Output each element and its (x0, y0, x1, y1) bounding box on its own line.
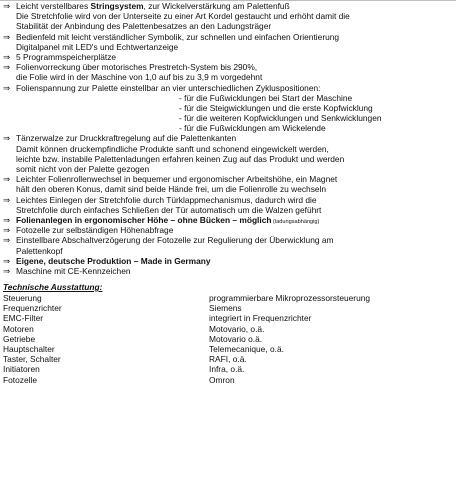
spec-value: RAFI, o.ä. (209, 354, 247, 365)
feature-continuation: Damit können druckempfindliche Produkte sanft und schonend eingewickelt werden, (16, 143, 329, 154)
feature-note: (ladungsabhängig) (271, 218, 320, 225)
feature-text: Leichtes Einlegen der Stretchfolie durch Türklappmechanismus, dadurch wird die (16, 194, 317, 205)
spec-label: Getriebe (3, 333, 36, 344)
feature-item (3, 1, 453, 32)
feature-subitem: - für die Fußwicklungen bei Start der Maschine (179, 92, 353, 103)
feature-text: Bedienfeld mit leicht verständlicher Symbolik, zur schnellen und einfachen Orientierung (16, 31, 340, 42)
feature-text: Eigene, deutsche Produktion – Made in Germany (16, 255, 211, 266)
feature-line (3, 225, 453, 235)
spec-label: Fotozelle (3, 374, 37, 385)
spec-value: Telemecanique, o.ä. (209, 344, 284, 354)
feature-item (3, 32, 453, 52)
feature-continuation: Palettenkopf (16, 245, 63, 256)
feature-continuation: die Folie wird in der Maschine von 1,0 auf bis zu 3,9 m vorgedehnt (16, 72, 263, 83)
feature-line (3, 195, 453, 205)
feature-item (3, 52, 453, 62)
arrow-bullet-icon: ⇒ (3, 82, 11, 93)
feature-item (3, 215, 453, 225)
spec-row (3, 375, 453, 385)
spec-row (3, 303, 453, 313)
feature-continuation: Digitalpanel mit LED's und Echtwertanzeige (16, 41, 179, 52)
arrow-bullet-icon: ⇒ (3, 194, 11, 205)
spec-value: Infra, o.ä. (209, 364, 245, 375)
feature-item (3, 83, 453, 134)
feature-item (3, 235, 453, 255)
feature-continuation: leichte bzw. instabile Palettenladungen erfahren keinen Zug auf das Produkt und werden (16, 153, 345, 164)
spec-row (3, 344, 453, 354)
feature-item (3, 174, 453, 194)
spec-label: Initiatoren (3, 364, 40, 375)
spec-label: Taster, Schalter (3, 354, 61, 365)
feature-line (3, 133, 453, 143)
feature-text: Fotozelle zur selbständigen Höhenabfrage (16, 225, 174, 236)
arrow-bullet-icon: ⇒ (3, 31, 11, 42)
feature-line (3, 256, 453, 266)
feature-continuation: Stretchfolie durch einfaches Schließen der Tür automatisch um die Walzen geführt (16, 204, 322, 215)
spec-row (3, 334, 453, 344)
feature-line (3, 1, 453, 11)
feature-text: Tänzerwalze zur Druckkraftregelung auf die Palettenkanten (16, 133, 237, 144)
spec-label: Hauptschalter (3, 344, 55, 354)
tech-table (3, 293, 453, 385)
arrow-bullet-icon: ⇒ (3, 51, 11, 62)
arrow-bullet-icon: ⇒ (3, 62, 11, 73)
spec-sheet (3, 1, 453, 385)
feature-continuation: hält den oberen Konus, damit sind beide Hände frei, um die Folienrolle zu wechseln (16, 184, 327, 195)
arrow-bullet-icon: ⇒ (3, 1, 11, 11)
spec-value: Motovario, o.ä. (209, 323, 265, 334)
feature-subitem: - für die weiteren Kopfwicklungen und Senkwicklungen (179, 113, 382, 124)
arrow-bullet-icon: ⇒ (3, 174, 11, 185)
arrow-bullet-icon: ⇒ (3, 214, 11, 225)
spec-row (3, 364, 453, 374)
feature-item (3, 133, 453, 174)
arrow-bullet-icon: ⇒ (3, 265, 11, 276)
spec-value: programmierbare Mikroprozessorsteuerung (209, 293, 371, 304)
feature-line (3, 83, 453, 93)
feature-text: Folienanlegen in ergonomischer Höhe – ohne Bücken – möglich (16, 214, 272, 225)
arrow-bullet-icon: ⇒ (3, 255, 11, 266)
feature-line (3, 235, 453, 245)
spec-row (3, 313, 453, 323)
feature-continuation: Stabilität der Anbindung des Palettenbesatzes an den Ladungsträger (16, 21, 272, 32)
feature-text: Stringsystem (90, 1, 144, 11)
spec-row (3, 293, 453, 303)
spec-value: Siemens (209, 303, 242, 314)
feature-line (3, 52, 453, 62)
spec-label: Steuerung (3, 293, 42, 304)
feature-text: Maschine mit CE-Kennzeichen (16, 265, 131, 276)
feature-text: Leichter Folienrollenwechsel in bequemer und ergonomischer Arbeitshöhe, ein Magnet (16, 174, 338, 185)
spec-value: Motovario o.ä. (209, 333, 263, 344)
arrow-bullet-icon: ⇒ (3, 225, 11, 236)
feature-item (3, 62, 453, 82)
feature-item (3, 195, 453, 215)
feature-text: 5 Programmspeicherplätze (16, 51, 117, 62)
feature-line (3, 32, 453, 42)
arrow-bullet-icon: ⇒ (3, 235, 11, 246)
feature-line (3, 266, 453, 276)
spec-label: Motoren (3, 323, 34, 334)
feature-text: , zur Wickelverstärkung am Palettenfuß (143, 1, 290, 11)
feature-continuation: Die Stretchfolie wird von der Unterseite zu einer Art Kordel gestaucht und erhöht damit die (16, 11, 350, 22)
spec-row (3, 354, 453, 364)
spec-label: Frequenzrichter (3, 303, 62, 314)
spec-row (3, 324, 453, 334)
arrow-bullet-icon: ⇒ (3, 133, 11, 144)
feature-text: Einstellbare Abschaltverzögerung der Fotozelle zur Regulierung der Überwicklung am (16, 235, 334, 246)
feature-subitem: - für die Steigwicklungen und die erste Kopfwicklung (179, 102, 373, 113)
feature-text: Folienvorreckung über motorisches Prestretch-System bis 290%, (16, 62, 258, 73)
feature-line (3, 215, 453, 225)
spec-value: Omron (209, 374, 235, 385)
feature-list (3, 1, 453, 276)
feature-line (3, 62, 453, 72)
spec-value: integriert in Frequenzrichter (209, 313, 312, 324)
feature-line (3, 174, 453, 184)
feature-continuation: somit nicht von der Palette gezogen (16, 164, 150, 174)
feature-subitem: - für die Fußwicklungen am Wickelende (179, 123, 326, 134)
feature-item (3, 225, 453, 235)
feature-text: Folienspannung zur Palette einstellbar an vier unterschiedlichen Zykluspositionen: (16, 82, 321, 93)
feature-text: Leicht verstellbares (16, 1, 91, 11)
spec-label: EMC-Filter (3, 313, 44, 324)
tech-heading: Technische Ausstattung: (3, 282, 103, 293)
feature-item (3, 266, 453, 276)
feature-item (3, 256, 453, 266)
